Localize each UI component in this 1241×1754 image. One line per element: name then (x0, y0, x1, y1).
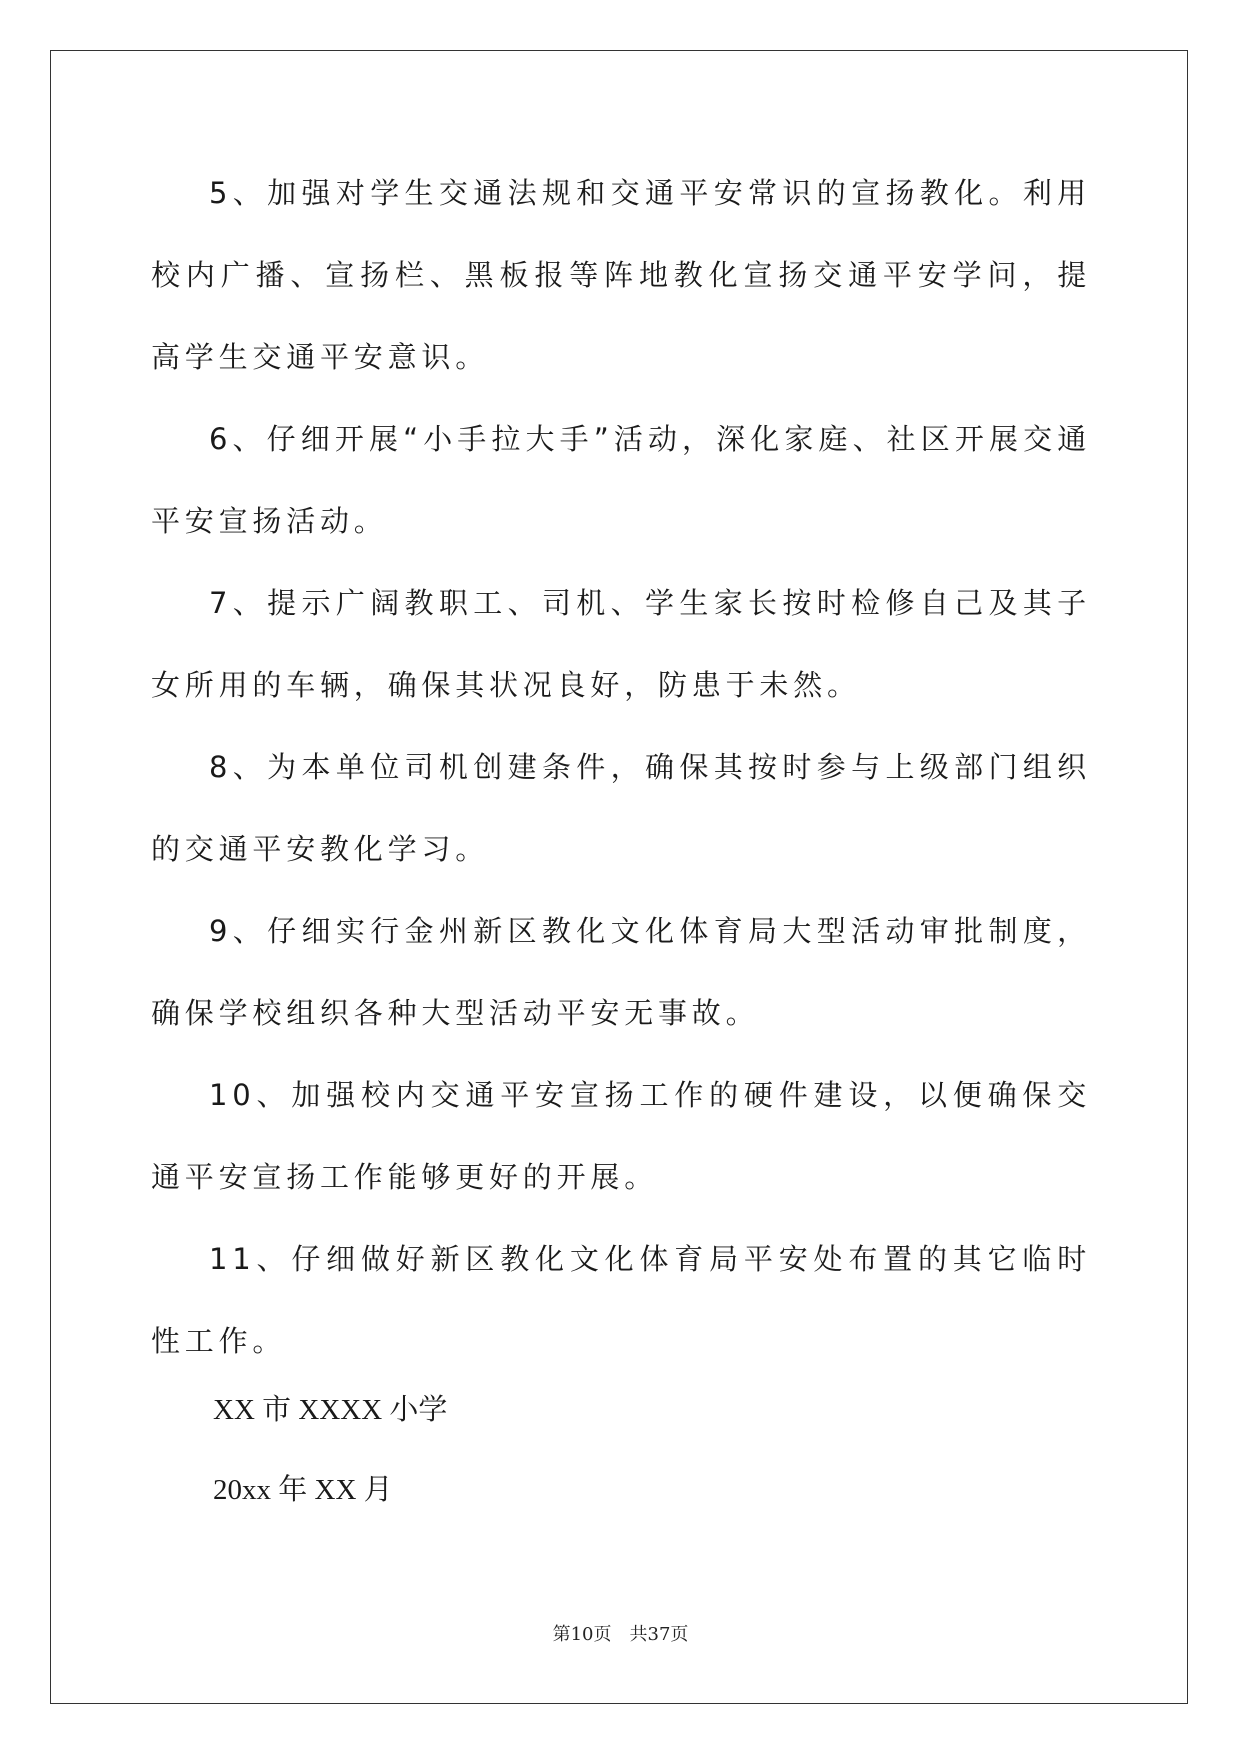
total-page-count: 共37页 (629, 1624, 689, 1645)
paragraph-item-11: 11、仔细做好新区教化文化体育局平安处布置的其它临时性工作。 (151, 1242, 1091, 1358)
paragraph-item-5: 5、加强对学生交通法规和交通平安常识的宣扬教化。利用校内广播、宣扬栏、黑板报等阵地教化宣扬交通平安学问，提高学生交通平安意识。 (151, 176, 1091, 374)
page-footer (0, 1620, 1241, 1646)
signature-date: 20xx 年 XX 月 (213, 1474, 393, 1506)
paragraph-item-8: 8、为本单位司机创建条件，确保其按时参与上级部门组织的交通平安教化学习。 (151, 750, 1091, 866)
paragraph-item-9: 9、仔细实行金州新区教化文化体育局大型活动审批制度，确保学校组织各种大型活动平安无事故。 (151, 914, 1091, 1030)
paragraph-item-10: 10、加强校内交通平安宣扬工作的硬件建设，以便确保交通平安宣扬工作能够更好的开展。 (151, 1078, 1091, 1194)
signature-organization: XX 市 XXXX 小学 (213, 1394, 448, 1426)
current-page-number: 第10页 (552, 1624, 612, 1645)
document-body (151, 152, 1091, 1382)
paragraph-item-6: 6、仔细开展“小手拉大手”活动，深化家庭、社区开展交通平安宣扬活动。 (151, 422, 1091, 538)
paragraph-item-7: 7、提示广阔教职工、司机、学生家长按时检修自己及其子女所用的车辆，确保其状况良好，防患于未然。 (151, 586, 1091, 702)
